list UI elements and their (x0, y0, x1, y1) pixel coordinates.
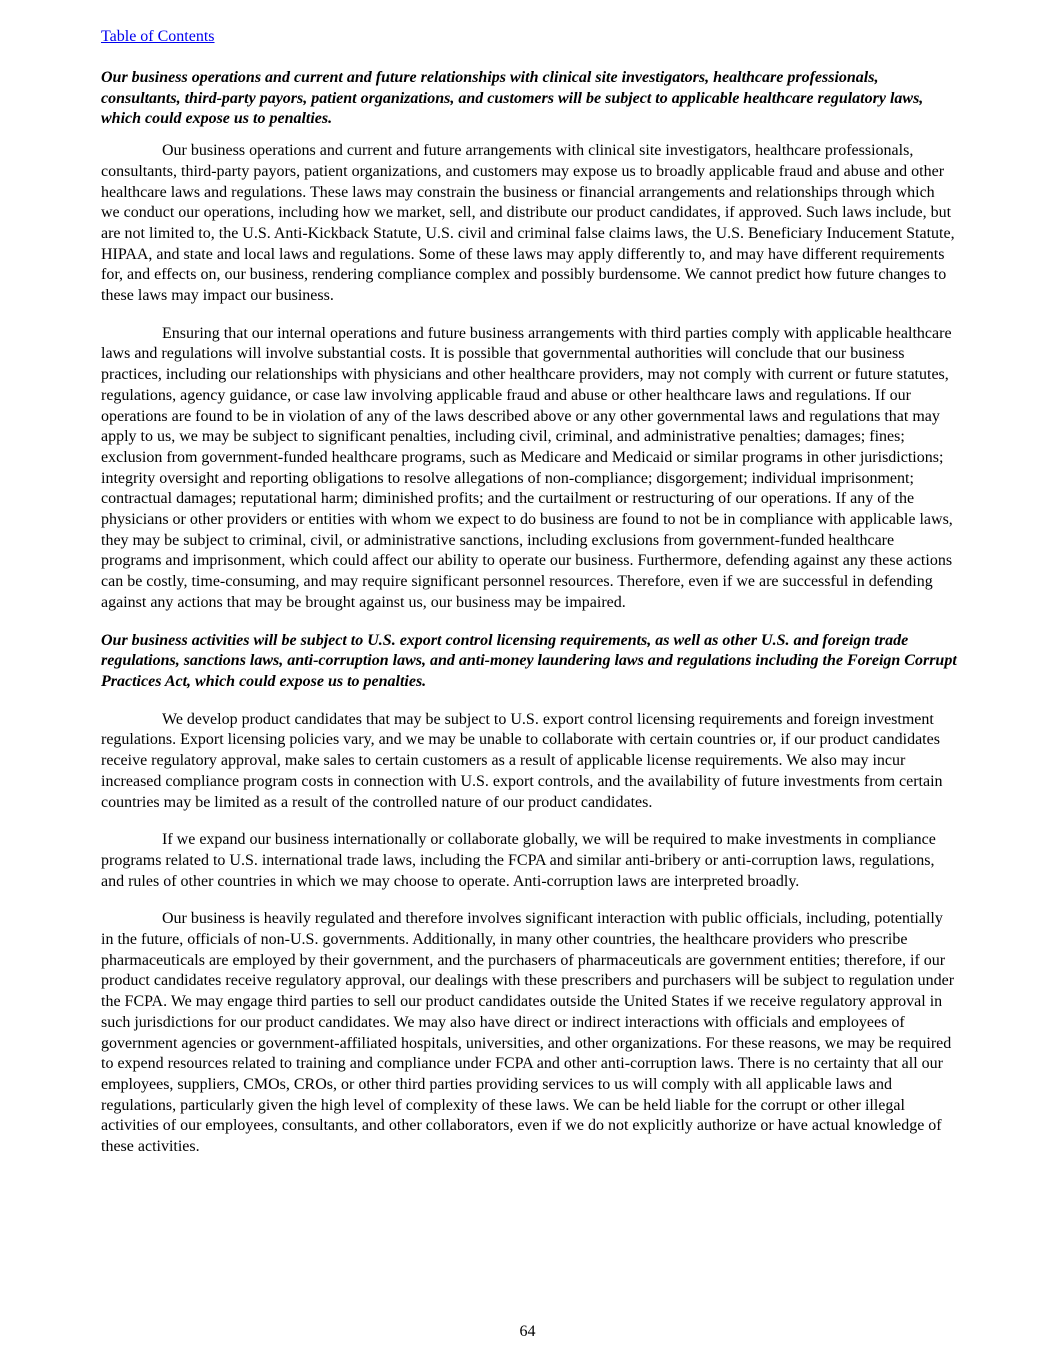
paragraph-international-expansion: If we expand our business internationally or collaborate globally, we will be required to make investments in compliance programs related to U.S. international trade laws, including the FCPA and similar anti-bribery or anti-corruption laws, regulations, and rules of other countries in which we may choose to operate. Anti-corruption laws are interpreted broadly. (101, 831, 936, 890)
paragraph-public-officials-fcpa: Our business is heavily regulated and therefore involves significant interaction with public officials, including, potentially in the future, officials of non-U.S. governments. Additionally, in many other countries, the healthcare providers who prescribe pharmaceuticals are employed by their government, and the purchasers of pharmaceuticals are government entities; therefore, if our product candidates receive regulatory approval, our dealings with these prescribers and purchasers will be subject to regulation under the FCPA. We may engage third parties to sell our product candidates outside the United States if we receive regulatory approval in such jurisdictions for our product candidates. We may also have direct or indirect interactions with officials and employees of government agencies or government-affiliated hospitals, universities, and other organizations. For these reasons, we may be required to expend resources related to training and compliance under FCPA and other anti-corruption laws. There is no certainty that all our employees, suppliers, CMOs, CROs, or other third parties providing services to us will comply with all applicable laws and regulations, particularly given the high level of complexity of these laws. We can be held liable for the corrupt or other illegal activities of our employees, consultants, and other collaborators, even if we do not explicitly authorize or have actual knowledge of these activities. (101, 910, 955, 1156)
section-heading-healthcare-laws: Our business operations and current and future relationships with clinical site investigators, healthcare professionals, consultants, third-party payors, patient organizations, and customers will be subject to applicable healthcare regulatory laws, which could expose us to penalties. (101, 69, 924, 128)
document-page (101, 26, 957, 1158)
paragraph-healthcare-compliance-costs: Ensuring that our internal operations and future business arrangements with third parties comply with applicable healthcare laws and regulations will involve substantial costs. It is possible that governmental authorities will conclude that our business practices, including our relationships with physicians and other healthcare providers, may not comply with current or future statutes, regulations, agency guidance, or case law involving applicable fraud and abuse or other healthcare laws and regulations. If our operations are found to be in violation of any of the laws described above or any other governmental laws and regulations that may apply to us, we may be subject to significant penalties, including civil, criminal, and administrative penalties; damages; fines; exclusion from government-funded healthcare programs, such as Medicare and Medicaid or similar programs in other jurisdictions; integrity oversight and reporting obligations to resolve allegations of non-compliance; disgorgement; individual imprisonment; contractual damages; reputational harm; diminished profits; and the curtailment or restructuring of our operations. If any of the physicians or other providers or entities with whom we expect to do business are found to not be in compliance with applicable laws, they may be subject to criminal, civil, or administrative sanctions, including exclusions from government-funded healthcare programs and imprisonment, which could affect our ability to operate our business. Furthermore, defending against any these actions can be costly, time-consuming, and may require significant personnel resources. Therefore, even if we are successful in defending against any actions that may be brought against us, our business may be impaired. (101, 324, 953, 611)
page-number: 64 (519, 1323, 536, 1340)
table-of-contents-link[interactable]: Table of Contents (101, 28, 215, 45)
paragraph-export-licensing: We develop product candidates that may be subject to U.S. export control licensing requirements and foreign investment regulations. Export licensing policies vary, and we may be unable to collaborate with certain countries or, if our product candidates receive regulatory approval, make sales to certain customers as a result of applicable license requirements. We also may incur increased compliance program costs in connection with U.S. export controls, and the availability of future investments from certain countries may be limited as a result of the controlled nature of our product candidates. (101, 710, 943, 811)
section-heading-export-control: Our business activities will be subject to U.S. export control licensing requirements, as well as other U.S. and foreign trade regulations, sanctions laws, anti-corruption laws, and anti-money laundering laws and regulations including the Foreign Corrupt Practices Act, which could expose us to penalties. (101, 631, 957, 690)
paragraph-healthcare-laws-overview: Our business operations and current and future arrangements with clinical site investigators, healthcare professionals, consultants, third-party payors, patient organizations, and customers may expose us to broadly applicable fraud and abuse and other healthcare laws and regulations. These laws may constrain the business or financial arrangements and relationships through which we conduct our operations, including how we market, sell, and distribute our product candidates, if approved. Such laws include, but are not limited to, the U.S. Anti-Kickback Statute, U.S. civil and criminal false claims laws, the U.S. Beneficiary Inducement Statute, HIPAA, and state and local laws and regulations. Some of these laws may apply differently to, and may have different requirements for, and effects on, our business, rendering compliance complex and possibly burdensome. We cannot predict how future changes to these laws may impact our business. (101, 142, 955, 305)
